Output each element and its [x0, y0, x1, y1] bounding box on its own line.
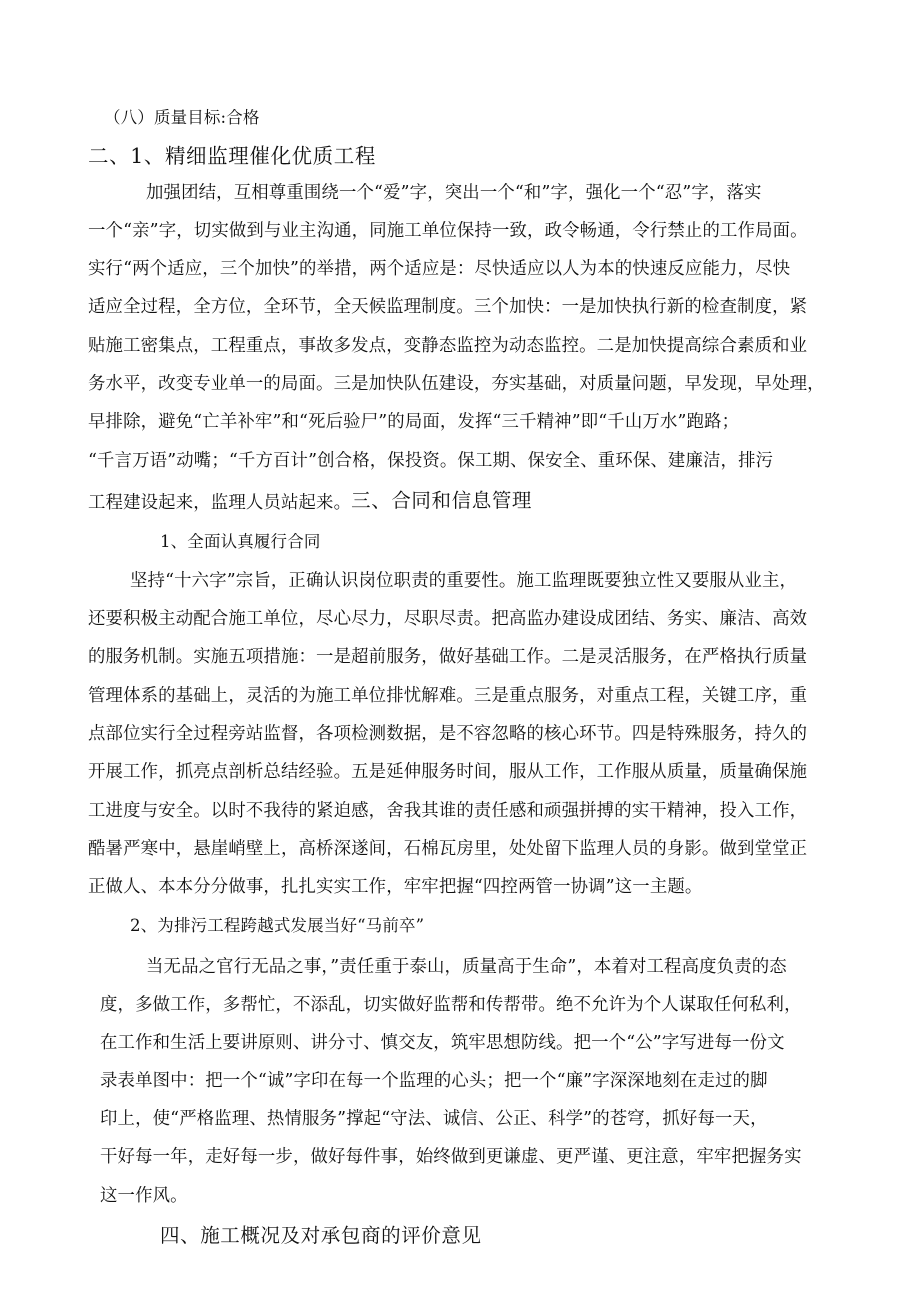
subsection-2-paragraph-line: 在工作和生活上要讲原则、讲分寸、慎交友，筑牢思想防线。把一个“公”字写进每一份文	[100, 1033, 785, 1053]
section-2-paragraph-line: “千言万语”动嘴；“千方百计”创合格，保投资。保工期、保安全、重环保、建廉洁，排污	[88, 451, 774, 471]
subsection-2-paragraph-line: 这一作风。	[100, 1186, 188, 1206]
subsection-2-heading: 2、为排污工程跨越式发展当好“马前卒”	[130, 916, 425, 935]
subsection-1-paragraph-line: 酷暑严寒中，悬崖峭壁上，高桥深遂间，石棉瓦房里，处处留下监理人员的身影。做到堂堂正	[88, 839, 808, 859]
subsection-1-paragraph-line: 正做人、本本分分做事，扎扎实实工作，牢牢把握“四控两管一协调”这一主题。	[88, 877, 703, 897]
subsection-2-paragraph-line: 印上，使“严格监理、热情服务”撑起“守法、诚信、公正、科学”的苍穹，抓好每一天，	[100, 1109, 768, 1129]
section-2-paragraph-line: 一个“亲”字，切实做到与业主沟通，同施工单位保持一致，政令畅通，令行禁止的工作局面。	[88, 221, 808, 241]
section-2-heading: 二、1、精细监理催化优质工程	[88, 144, 376, 168]
subsection-2-paragraph-line: 录表单图中：把一个“诚”字印在每一个监理的心头；把一个“廉”字深深地刻在走过的脚	[100, 1071, 768, 1091]
section-2-paragraph-line: 适应全过程，全方位，全环节，全天候监理制度。三个加快：一是加快执行新的检查制度，紧	[88, 297, 808, 317]
quality-target-line: （八）质量目标:合格	[104, 108, 260, 127]
subsection-1-paragraph-line: 开展工作，抓亮点剖析总结经验。五是延伸服务时间，服从工作，工作服从质量，质量确保施	[88, 762, 808, 782]
subsection-1-paragraph-line: 工进度与安全。以时不我待的紧迫感，舍我其谁的责任感和顽强拼搏的实干精神，投入工作，	[88, 801, 808, 821]
section-2-last-line	[88, 488, 532, 516]
subsection-1-heading: 1、全面认真履行合同	[160, 532, 321, 551]
section-2-paragraph-line: 加强团结，互相尊重围绕一个“爱”字，突出一个“和”字，强化一个“忍”字，落实	[146, 183, 762, 203]
section-2-paragraph-line: 务水平，改变专业单一的局面。三是加快队伍建设，夯实基础，对质量问题，早发现，早处理，	[88, 374, 825, 394]
section-2-paragraph-line: 早排除，避免“亡羊补牢”和“死后验尸”的局面，发挥“三千精神”即“千山万水”跑路；	[88, 412, 740, 432]
section-3-heading: 三、合同和信息管理	[351, 489, 533, 512]
subsection-2-paragraph-line: 干好每一年，走好每一步，做好每件事，始终做到更谦虚、更严谨、更注意，牢牢把握务实	[100, 1147, 802, 1167]
subsection-1-paragraph-line: 点部位实行全过程旁站监督，各项检测数据，是不容忽略的核心环节。四是特殊服务，持久的	[88, 724, 808, 744]
subsection-2-paragraph-line: 当无品之官行无品之事，”责任重于泰山，质量高于生命”，本着对工程高度负责的态	[146, 957, 787, 977]
section-2-paragraph-line: 贴施工密集点，工程重点，事故多发点，变静态监控为动态监控。二是加快提高综合素质和业	[88, 336, 808, 356]
subsection-1-paragraph-line: 还要积极主动配合施工单位，尽心尽力，尽职尽责。把高监办建设成团结、务实、廉洁、高效	[88, 609, 808, 629]
section-2-last-line-text: 工程建设起来，监理人员站起来。	[88, 493, 352, 513]
subsection-1-paragraph-line: 坚持“十六字”宗旨，正确认识岗位职责的重要性。施工监理既要独立性又要服从业主，	[130, 571, 798, 591]
subsection-1-paragraph-line: 管理体系的基础上，灵活的为施工单位排忧解难。三是重点服务，对重点工程，关键工序，重	[88, 686, 808, 706]
subsection-1-paragraph-line: 的服务机制。实施五项措施：一是超前服务，做好基础工作。二是灵活服务，在严格执行质量	[88, 647, 808, 667]
section-2-paragraph-line: 实行“两个适应，三个加快”的举措，两个适应是：尽快适应以人为本的快速反应能力，尽快	[88, 259, 791, 279]
section-4-heading: 四、施工概况及对承包商的评价意见	[160, 1224, 482, 1247]
subsection-2-paragraph-line: 度，多做工作，多帮忙，不添乱，切实做好监帮和传帮带。绝不允许为个人谋取任何私利，	[100, 995, 802, 1015]
